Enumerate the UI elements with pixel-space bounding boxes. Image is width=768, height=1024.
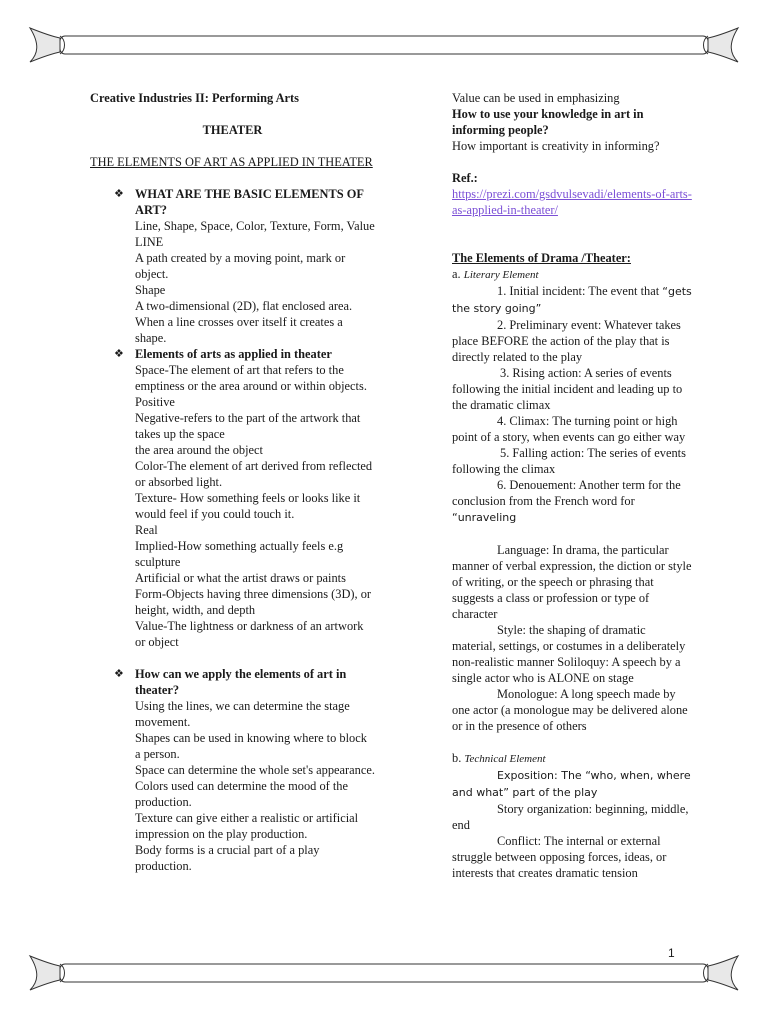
exposition-text: : The “who, when, where and what” part of the play [452, 769, 691, 799]
question-creativity: How important is creativity in informing? [452, 139, 660, 153]
literary-element-label [452, 266, 692, 283]
tech-conflict: Conflict: The internal or external struggle between opposing forces, ideas, or interests that creates dramatic tension [452, 834, 667, 880]
bullet-apply-elements [90, 666, 375, 874]
theater-element-line: Form-Objects having three dimensions (3D), or height, width, and depth [135, 587, 372, 617]
apply-line: Shapes can be used in knowing where to block a person. [135, 731, 367, 761]
drama-item-falling-action: 5. Falling action: The series of events following the climax [452, 446, 686, 476]
question-knowledge: How to use your knowledge in art in informing people? [452, 107, 644, 137]
tech-exposition [452, 767, 692, 801]
section-heading: THE ELEMENTS OF ART AS APPLIED IN THEATER [90, 155, 373, 169]
question-elements-in-theater: Elements of arts as applied in theater [135, 347, 332, 361]
item-quote: “gets the story going” [452, 285, 692, 315]
basic-elements-line: A path created by a moving point, mark or object. [135, 251, 346, 281]
exposition-term: Exposition [497, 769, 555, 782]
reference-link[interactable]: https://prezi.com/gsdvulsevadi/elements-of-arts-as-applied-in-theater/ [452, 187, 692, 217]
theater-element-line: Negative-refers to the part of the artwork that takes up the space [135, 411, 361, 441]
drama-item-initial-incident [452, 283, 692, 317]
right-column [452, 90, 692, 881]
drama-style: Style: the shaping of dramatic material, settings, or costumes in a deliberately non-realistic manner Soliloquy: A speech by a single actor who is ALONE on stage [452, 623, 686, 685]
bottom-scroll-border [0, 950, 768, 994]
apply-line: Colors used can determine the mood of the production. [135, 779, 348, 809]
page-number: 1 [668, 946, 675, 960]
drama-item-rising-action: 3. Rising action: A series of events following the initial incident and leading up to the dramatic climax [452, 366, 683, 412]
tech-story-organization: Story organization: beginning, middle, end [452, 802, 689, 832]
basic-elements-line: A two-dimensional (2D), flat enclosed area. When a line crosses over itself it creates a shape. [135, 299, 353, 345]
apply-line: Texture can give either a realistic or artificial impression on the play production. [135, 811, 359, 841]
subject-title: THEATER [202, 123, 263, 137]
diamond-bullet-icon: ❖ [114, 348, 124, 360]
theater-element-line: Positive [135, 395, 175, 409]
literary-element-title: Literary Element [463, 269, 539, 281]
question-basic-elements: WHAT ARE THE BASIC ELEMENTS OF ART? [135, 187, 364, 217]
theater-element-line: Value-The lightness or darkness of an artwork or object [135, 619, 364, 649]
item-text: 6. Denouement: Another term for the conclusion from the French word for [452, 478, 681, 508]
apply-line: Using the lines, we can determine the stage movement. [135, 699, 350, 729]
top-scroll-border [0, 22, 768, 66]
theater-element-line: Color-The element of art derived from reflected or absorbed light. [135, 459, 373, 489]
left-column [90, 90, 375, 874]
bullet-elements-in-theater [90, 346, 375, 650]
apply-line: Space can determine the whole set's appearance. [135, 763, 375, 777]
theater-element-line: Texture- How something feels or looks like it would feel if you could touch it. [135, 491, 361, 521]
drama-item-climax: 4. Climax: The turning point or high point of a story, when events can go either way [452, 414, 686, 444]
technical-prefix: b. [452, 751, 462, 765]
apply-line: Body forms is a crucial part of a play production. [135, 843, 320, 873]
ref-label: Ref.: [452, 171, 478, 185]
diamond-bullet-icon: ❖ [114, 668, 124, 680]
item-quote: “unraveling [452, 511, 517, 524]
question-apply-elements: How can we apply the elements of art in theater? [135, 667, 347, 697]
course-title: Creative Industries II: Performing Arts [90, 91, 300, 105]
theater-element-line: Real [135, 523, 158, 537]
item-text: 1. Initial incident: The event that [497, 284, 660, 298]
value-line: Value can be used in emphasizing [452, 91, 620, 105]
basic-elements-line: Shape [135, 283, 166, 297]
theater-element-line: Space-The element of art that refers to the emptiness or the area around or within objects. [135, 363, 367, 393]
drama-item-denouement [452, 477, 692, 526]
literary-prefix: a. [452, 267, 461, 281]
technical-element-label [452, 750, 692, 767]
drama-heading: The Elements of Drama /Theater: [452, 251, 631, 265]
bullet-basic-elements [90, 186, 375, 346]
drama-item-preliminary: 2. Preliminary event: Whatever takes place BEFORE the action of the play that is directly related to the play [452, 318, 681, 364]
drama-monologue: Monologue: A long speech made by one actor (a monologue may be delivered alone or in the presence of others [452, 687, 688, 733]
basic-elements-line: Line, Shape, Space, Color, Texture, Form, Value [135, 219, 375, 233]
drama-language: Language: In drama, the particular manner of verbal expression, the diction or style of writing, or the speech or phrasing that suggests a class or profession or type of character [452, 543, 692, 621]
theater-element-line: the area around the object [135, 443, 263, 457]
technical-element-title: Technical Element [464, 753, 546, 765]
basic-elements-line: LINE [135, 235, 164, 249]
diamond-bullet-icon: ❖ [114, 188, 124, 200]
theater-element-line: Artificial or what the artist draws or paints [135, 571, 346, 585]
theater-element-line: Implied-How something actually feels e.g sculpture [135, 539, 344, 569]
